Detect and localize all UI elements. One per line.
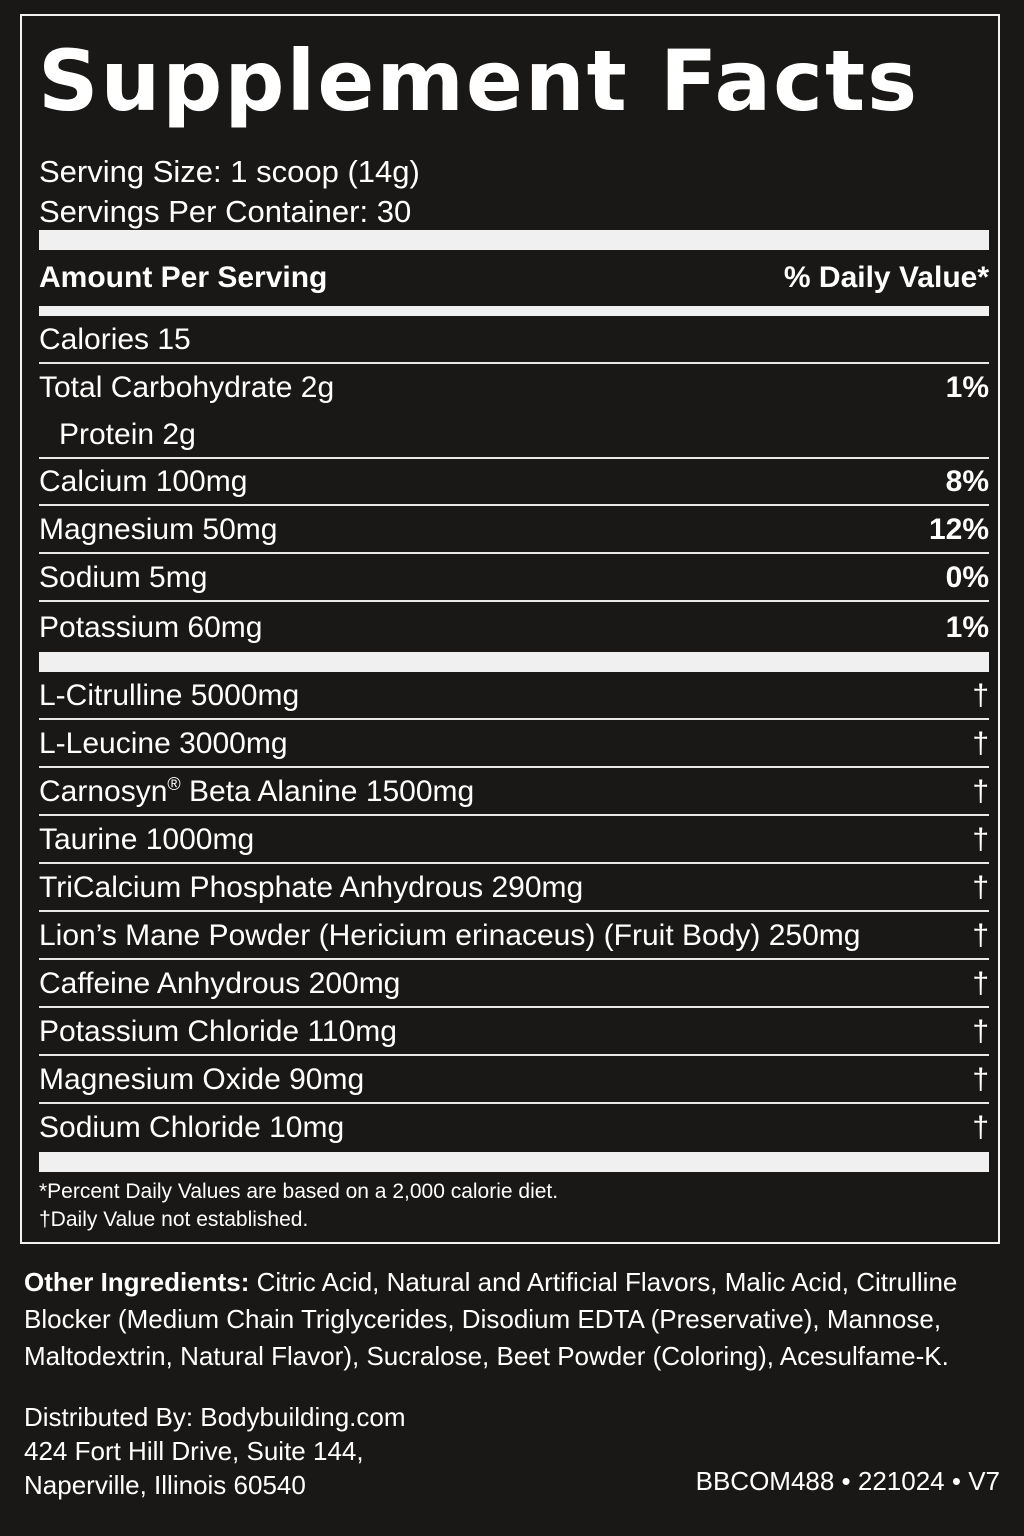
dagger-mark: † <box>972 1110 989 1144</box>
ingredient-name-group <box>39 774 474 809</box>
nutrient-row <box>39 604 989 651</box>
nutrient-name: Potassium 60mg <box>39 610 263 644</box>
dagger-mark: † <box>972 774 989 808</box>
thick-divider <box>39 652 989 672</box>
registered-mark: ® <box>167 774 181 794</box>
thick-divider <box>39 1152 989 1172</box>
ingredient-name: Carnosyn <box>39 775 168 808</box>
nutrient-daily-value: 1% <box>945 610 989 644</box>
ingredient-name: Taurine 1000mg <box>39 822 255 856</box>
supplement-facts-panel <box>20 14 1000 1244</box>
ingredient-name: TriCalcium Phosphate Anhydrous 290mg <box>39 870 584 904</box>
ingredient-row <box>39 913 989 960</box>
other-ingredients-label: Other Ingredients: <box>24 1267 250 1297</box>
ingredient-name: L-Leucine 3000mg <box>39 726 288 760</box>
nutrient-daily-value: 1% <box>945 370 989 404</box>
other-ingredients <box>24 1264 1002 1375</box>
other-ingredients-text: Citric Acid, Natural and Artificial Flavors, Malic Acid, Citrulline Blocker (Medium Chain Triglycerides, Disodium EDTA (Preservative), Mannose, Maltodextrin, Natural Flavor), Sucralose, Beet Powder (Coloring), Acesulfame-K. <box>24 1267 958 1371</box>
thick-divider <box>39 230 989 250</box>
dagger-mark: † <box>972 966 989 1000</box>
ingredient-row <box>39 721 989 768</box>
daily-value-header: % Daily Value* <box>783 261 989 294</box>
nutrient-row <box>39 412 989 459</box>
nutrient-name: Total Carbohydrate 2g <box>39 370 335 404</box>
dagger-mark: † <box>972 678 989 712</box>
nutrient-daily-value: 0% <box>945 560 989 594</box>
dagger-mark: † <box>972 822 989 856</box>
ingredient-name: Caffeine Anhydrous 200mg <box>39 966 401 1000</box>
nutrient-daily-value: 12% <box>928 512 989 546</box>
amount-per-serving-header <box>39 256 989 300</box>
nutrient-name: Magnesium 50mg <box>39 512 278 546</box>
amount-per-serving-label: Amount Per Serving <box>39 261 328 294</box>
ingredient-row <box>39 817 989 864</box>
ingredient-name: Sodium Chloride 10mg <box>39 1110 345 1144</box>
supplement-facts-title: Supplement Facts <box>38 32 920 130</box>
ingredient-name: L-Citrulline 5000mg <box>39 678 300 712</box>
dagger-mark: † <box>972 1062 989 1096</box>
serving-size: Serving Size: 1 scoop (14g) <box>39 154 420 189</box>
medium-divider <box>39 306 989 316</box>
dagger-mark: † <box>972 726 989 760</box>
product-code: BBCOM488 • 221024 • V7 <box>695 1466 1000 1496</box>
ingredient-row <box>39 673 989 720</box>
ingredient-row <box>39 961 989 1008</box>
ingredient-row <box>39 1104 989 1151</box>
dagger-mark: † <box>972 1014 989 1048</box>
dagger-mark: † <box>972 870 989 904</box>
nutrient-row <box>39 459 989 506</box>
nutrient-name: Calcium 100mg <box>39 464 248 498</box>
ingredient-row <box>39 1057 989 1104</box>
dagger-footnote: †Daily Value not established. <box>39 1208 309 1231</box>
nutrient-name: Sodium 5mg <box>39 560 208 594</box>
servings-per-container: Servings Per Container: 30 <box>39 194 412 229</box>
daily-value-footnote: *Percent Daily Values are based on a 2,000 calorie diet. <box>39 1180 559 1203</box>
distributor-address-street: 424 Fort Hill Drive, Suite 144, <box>24 1436 364 1466</box>
ingredient-name: Potassium Chloride 110mg <box>39 1014 397 1048</box>
nutrient-name: Protein 2g <box>59 417 196 451</box>
nutrient-row <box>39 555 989 602</box>
distributor-address-city: Naperville, Illinois 60540 <box>24 1470 306 1500</box>
ingredient-name: Lion’s Mane Powder (Hericium erinaceus) (Fruit Body) 250mg <box>39 918 861 952</box>
distributor-info <box>24 1400 406 1502</box>
ingredient-row <box>39 865 989 912</box>
dagger-mark: † <box>972 918 989 952</box>
nutrient-row <box>39 364 989 411</box>
ingredient-name-suffix: Beta Alanine 1500mg <box>180 775 475 808</box>
ingredient-row <box>39 769 989 816</box>
distributor-line: Distributed By: Bodybuilding.com <box>24 1402 406 1432</box>
nutrient-row <box>39 317 989 364</box>
nutrient-daily-value: 8% <box>945 464 989 498</box>
nutrient-name: Calories 15 <box>39 322 191 356</box>
nutrient-row <box>39 507 989 554</box>
ingredient-row <box>39 1009 989 1056</box>
ingredient-name: Magnesium Oxide 90mg <box>39 1062 365 1096</box>
